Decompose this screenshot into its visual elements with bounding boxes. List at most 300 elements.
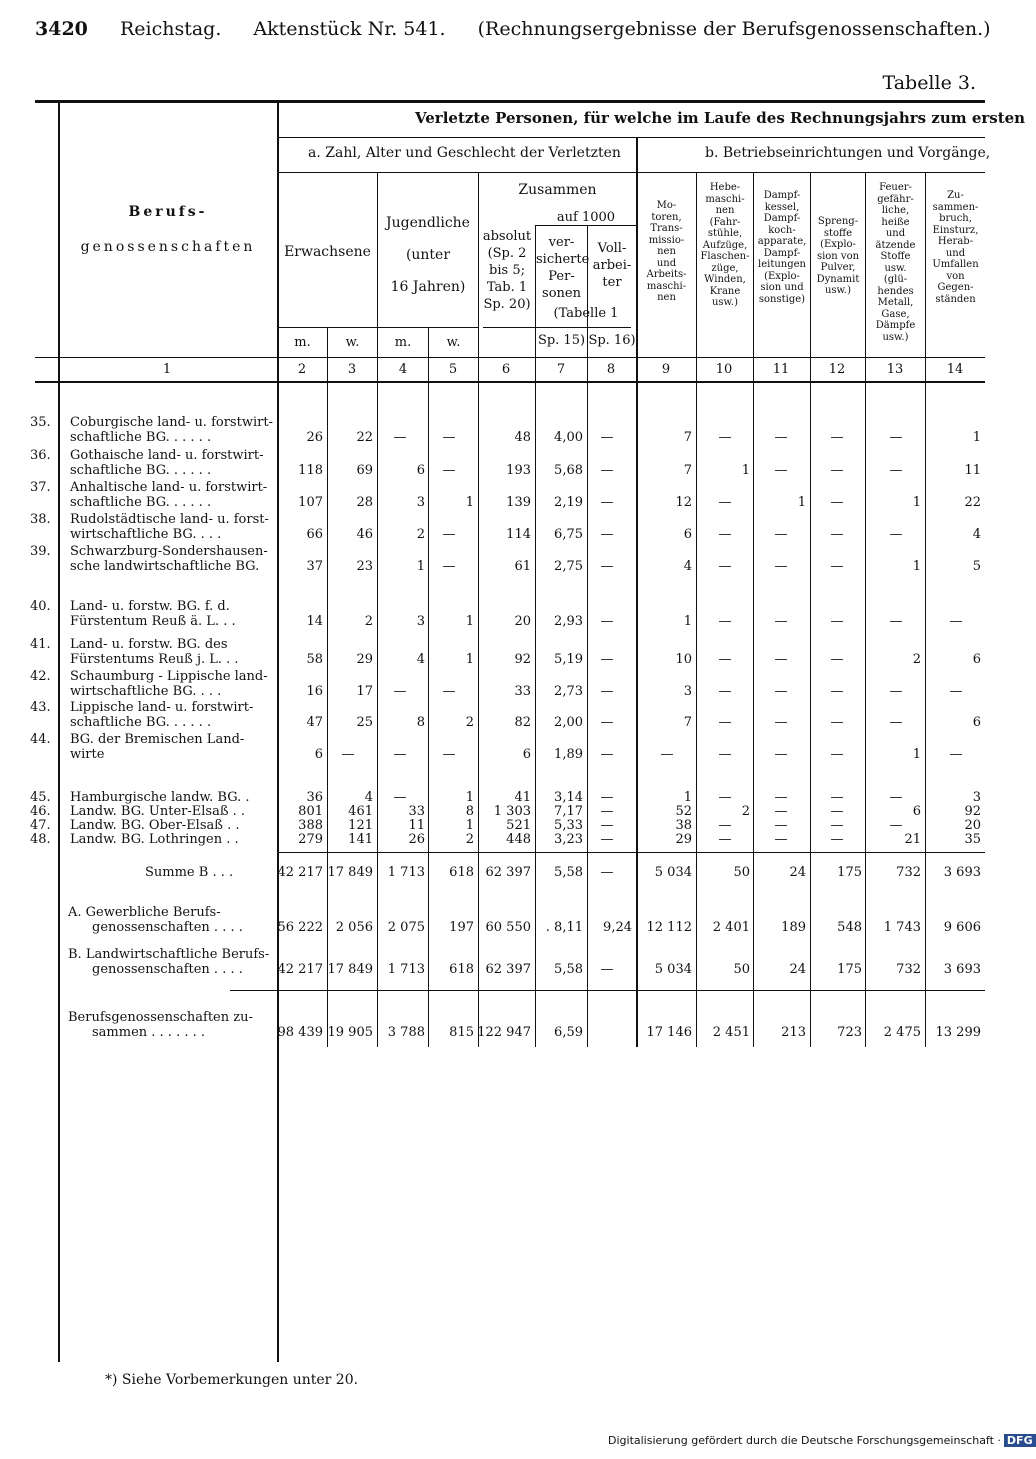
- table-cell: 60 550: [485, 920, 531, 935]
- table-cell: 56 222: [277, 920, 323, 935]
- table-cell: 21: [904, 832, 921, 847]
- row-label: schaftliche BG. . . . . .: [70, 430, 212, 445]
- col-number: 4: [398, 362, 408, 377]
- row-label: Anhaltische land- u. forstwirt-: [70, 480, 268, 495]
- c10-l10: Krane: [709, 285, 741, 297]
- table-cell: 6: [416, 463, 425, 478]
- c13-l13: Dämpfe: [875, 320, 916, 331]
- table-cell: 548: [837, 920, 862, 935]
- c13-l6: ätzende: [875, 239, 916, 251]
- table-cell: —: [600, 818, 614, 833]
- c10-l3: nen: [715, 205, 735, 216]
- table-cell: —: [774, 527, 788, 542]
- table-cell: —: [949, 747, 963, 762]
- versicherte-header: [536, 234, 590, 302]
- table-cell: 9 606: [943, 920, 981, 935]
- table-cell: 4,00: [554, 430, 583, 445]
- table-cell: 521: [506, 818, 531, 833]
- table-cell: 2 475: [883, 1025, 921, 1040]
- vline-names: [277, 100, 279, 1362]
- row-label: Fürstentum Reuß ä. L. . .: [70, 614, 236, 629]
- table-cell: —: [718, 747, 732, 762]
- table-cell: 189: [781, 920, 806, 935]
- table-cell: 6,75: [554, 527, 583, 542]
- table-cell: —: [830, 832, 844, 847]
- versicherte-l4: sonen: [542, 286, 581, 301]
- c13-l12: Gase,: [881, 308, 910, 320]
- table-cell: 2 451: [712, 1025, 750, 1040]
- row-label: Coburgische land- u. forstwirt-: [70, 415, 273, 430]
- table-cell: —: [774, 430, 788, 445]
- table-cell: —: [830, 804, 844, 819]
- absolut-l2: (Sp. 2: [487, 246, 527, 261]
- table-cell: 4: [364, 790, 373, 805]
- versicherte-l1: ver-: [548, 235, 575, 250]
- c13-l10: hendes: [877, 285, 914, 297]
- table-cell: 6: [683, 527, 692, 542]
- table-cell: —: [718, 684, 732, 699]
- table-cell: 24: [789, 865, 806, 880]
- row-label: schaftliche BG. . . . . .: [70, 463, 212, 478]
- table-cell: 16: [306, 684, 323, 699]
- col-number: 10: [715, 362, 733, 377]
- c13-l5: und: [885, 228, 906, 239]
- col-number: 7: [556, 362, 566, 377]
- rule-above-summe: [278, 852, 985, 853]
- table-cell: 37: [306, 559, 323, 574]
- versicherte-l2: sicherte: [536, 252, 590, 267]
- table-cell: 2: [465, 832, 474, 847]
- c14-l5: Herab-: [937, 236, 974, 247]
- table-cell: 1 743: [883, 920, 921, 935]
- c11-l5: apparate,: [757, 236, 807, 247]
- table-cell: 11: [964, 463, 981, 478]
- table-cell: 1: [741, 463, 750, 478]
- table-cell: 2: [416, 527, 425, 542]
- c10-header: [697, 182, 753, 309]
- col-number: 1: [162, 362, 172, 377]
- table-cell: —: [830, 559, 844, 574]
- row-label: Rudolstädtische land- u. forst-: [70, 512, 269, 527]
- table-cell: —: [830, 790, 844, 805]
- vollarbeiter-l1: Voll-: [597, 241, 627, 256]
- table-cell: —: [600, 430, 614, 445]
- row-label: A. Gewerbliche Berufs-: [68, 905, 221, 920]
- c11-l7: leitungen: [758, 259, 806, 270]
- row-number: 42.: [30, 669, 51, 684]
- table-cell: 17 849: [327, 962, 373, 977]
- col-number: 3: [347, 362, 357, 377]
- rule-above-col-numbers: [35, 357, 985, 358]
- table-cell: 1: [465, 652, 474, 667]
- table-cell: 3 788: [387, 1025, 425, 1040]
- table-cell: 121: [348, 818, 373, 833]
- row-label: Schaumburg - Lippische land-: [70, 669, 268, 684]
- table-cell: 3: [416, 614, 425, 629]
- table-cell: —: [718, 652, 732, 667]
- table-cell: 17 849: [327, 865, 373, 880]
- table-cell: 11: [408, 818, 425, 833]
- table-cell: 8: [416, 715, 425, 730]
- c9-l9: nen: [657, 292, 676, 303]
- table-cell: —: [600, 614, 614, 629]
- c10-l8: züge,: [711, 262, 739, 274]
- row-number: 39.: [30, 544, 51, 559]
- table-cell: —: [718, 818, 732, 833]
- table-cell: 1: [797, 495, 806, 510]
- row-label: Landw. BG. Unter-Elsaß . .: [70, 804, 246, 819]
- main-title: Verletzte Personen, für welche im Laufe des Rechnungsjahrs zum ersten: [415, 109, 1026, 127]
- table-cell: 8: [465, 804, 474, 819]
- table-cell: 28: [356, 495, 373, 510]
- group-a-title: a. Zahl, Alter und Geschlecht der Verletzten: [308, 145, 621, 161]
- c13-l4: heiße: [881, 216, 910, 228]
- row-label: sammen . . . . . . .: [92, 1025, 205, 1040]
- c14-l7: Umfallen: [932, 259, 979, 270]
- row-label: Summe B . . .: [145, 865, 234, 880]
- c9-l1: Mo-: [656, 200, 677, 211]
- table-cell: 20: [514, 614, 531, 629]
- rule-below-col-numbers: [35, 381, 985, 383]
- rule-under-auf1000: [535, 225, 636, 226]
- c14-l3: bruch,: [939, 213, 972, 224]
- c12-l5: Pulver,: [820, 262, 856, 273]
- table-cell: 6: [522, 747, 531, 762]
- sp15-header: Sp. 15): [537, 333, 586, 348]
- table-cell: 388: [298, 818, 323, 833]
- row-label: Schwarzburg-Sondershausen-: [70, 544, 268, 559]
- c11-l2: kessel,: [764, 201, 800, 213]
- row-number: 47.: [30, 818, 51, 833]
- c13-l14: usw.): [882, 331, 909, 343]
- table-cell: —: [718, 527, 732, 542]
- table-cell: 7,17: [554, 804, 583, 819]
- row-label: B. Landwirtschaftliche Berufs-: [68, 947, 270, 962]
- absolut-l4: Tab. 1: [486, 280, 528, 295]
- row-label: Lippische land- u. forstwirt-: [70, 700, 254, 715]
- table-cell: 618: [449, 865, 474, 880]
- col-number: 13: [886, 362, 904, 377]
- row-label: Landw. BG. Ober-Elsaß . .: [70, 818, 240, 833]
- row-number: 45.: [30, 790, 51, 805]
- row-number: 43.: [30, 700, 51, 715]
- row-label: Gothaische land- u. forstwirt-: [70, 448, 264, 463]
- table-cell: 35: [964, 832, 981, 847]
- table-cell: 2: [364, 614, 373, 629]
- table-cell: 13 299: [935, 1025, 981, 1040]
- table-cell: . 8,11: [545, 920, 583, 935]
- table-cell: —: [600, 559, 614, 574]
- table-cell: 1 303: [493, 804, 531, 819]
- c11-l8: (Explo-: [764, 270, 800, 282]
- row-number: 38.: [30, 512, 51, 527]
- table-cell: 1: [465, 790, 474, 805]
- table-cell: —: [600, 747, 614, 762]
- table-cell: 82: [514, 715, 531, 730]
- row-label: BG. der Bremischen Land-: [70, 732, 245, 747]
- table-cell: 3: [972, 790, 981, 805]
- c11-l1: Dampf-: [763, 190, 801, 201]
- table-label: Tabelle 3.: [882, 72, 976, 94]
- row-number: 48.: [30, 832, 51, 847]
- c11-l3: Dampf-: [763, 213, 801, 224]
- digitization-credit: [608, 1434, 1036, 1447]
- table-cell: —: [774, 463, 788, 478]
- c14-l4: Einsturz,: [932, 224, 979, 236]
- table-cell: 3 693: [943, 962, 981, 977]
- table-cell: 47: [306, 715, 323, 730]
- row-label: schaftliche BG. . . . . .: [70, 715, 212, 730]
- table-cell: 107: [298, 495, 323, 510]
- row-number: 41.: [30, 637, 51, 652]
- c13-l11: Metall,: [877, 297, 914, 308]
- table-cell: 98 439: [277, 1025, 323, 1040]
- col-number: 5: [448, 362, 458, 377]
- c9-header: [637, 200, 696, 304]
- table-cell: 122 947: [477, 1025, 531, 1040]
- table-cell: 14: [306, 614, 323, 629]
- table-cell: —: [442, 463, 456, 478]
- c11-l6: Dampf-: [763, 247, 801, 259]
- vline-c3: [377, 172, 378, 1047]
- row-label: Fürstentums Reuß j. L. . .: [70, 652, 239, 667]
- table-cell: 5,33: [554, 818, 583, 833]
- c10-l6: Aufzüge,: [702, 239, 748, 251]
- c9-l7: Arbeits-: [646, 269, 687, 280]
- table-cell: 801: [298, 804, 323, 819]
- c9-l3: Trans-: [650, 223, 683, 234]
- table-cell: —: [774, 747, 788, 762]
- table-cell: 5,68: [554, 463, 583, 478]
- table-cell: 618: [449, 962, 474, 977]
- table-cell: 6: [912, 804, 921, 819]
- table-cell: 448: [506, 832, 531, 847]
- table-cell: —: [393, 747, 407, 762]
- table-cell: 6: [972, 652, 981, 667]
- table-cell: 29: [675, 832, 692, 847]
- table-cell: 29: [356, 652, 373, 667]
- table-cell: —: [889, 463, 903, 478]
- table-cell: —: [442, 430, 456, 445]
- c10-l7: Flaschen-: [700, 251, 750, 262]
- table-cell: —: [600, 804, 614, 819]
- table-cell: —: [341, 747, 355, 762]
- table-cell: —: [830, 684, 844, 699]
- col-number: 2: [297, 362, 307, 377]
- document-number: Aktenstück Nr. 541.: [253, 18, 446, 40]
- table-cell: 2 075: [387, 920, 425, 935]
- versicherte-l3: Per-: [548, 269, 575, 284]
- w-header-1: w.: [345, 335, 360, 350]
- table-cell: 2: [741, 804, 750, 819]
- table-cell: 5,58: [554, 962, 583, 977]
- table-cell: 5,58: [554, 865, 583, 880]
- row-label: Landw. BG. Lothringen . .: [70, 832, 239, 847]
- c9-l5: nen: [657, 246, 676, 257]
- c11-l10: sonstige): [758, 293, 806, 305]
- table-cell: —: [660, 747, 674, 762]
- row-label: genossenschaften . . . .: [92, 920, 243, 935]
- row-label: Hamburgische landw. BG. .: [70, 790, 250, 805]
- sp16-header: Sp. 16): [588, 333, 636, 348]
- table-cell: 1: [912, 559, 921, 574]
- c10-l2: maschi-: [705, 193, 745, 205]
- table-cell: 1: [683, 790, 692, 805]
- table-cell: 1: [972, 430, 981, 445]
- table-cell: 58: [306, 652, 323, 667]
- table-cell: 4: [972, 527, 981, 542]
- table-cell: —: [830, 715, 844, 730]
- table-cell: 66: [306, 527, 323, 542]
- table-cell: 4: [683, 559, 692, 574]
- table-cell: 732: [896, 962, 921, 977]
- table-cell: 26: [306, 430, 323, 445]
- table-cell: 92: [514, 652, 531, 667]
- c11-header: [754, 190, 810, 305]
- table-cell: —: [889, 715, 903, 730]
- table-cell: 62 397: [485, 962, 531, 977]
- table-cell: —: [889, 430, 903, 445]
- table-cell: 1: [683, 614, 692, 629]
- table-cell: 2,73: [554, 684, 583, 699]
- table-cell: —: [830, 652, 844, 667]
- table-cell: 69: [356, 463, 373, 478]
- row-number: 36.: [30, 448, 51, 463]
- table-cell: 17 146: [646, 1025, 692, 1040]
- absolut-l1: absolut: [482, 229, 532, 244]
- table-cell: —: [442, 527, 456, 542]
- table-cell: 2,19: [554, 495, 583, 510]
- c12-l7: usw.): [824, 285, 852, 296]
- table-cell: 23: [356, 559, 373, 574]
- col1-title-line2: genossenschaften: [80, 239, 256, 255]
- table-cell: 26: [408, 832, 425, 847]
- row-number: 40.: [30, 599, 51, 614]
- row-label: Land- u. forstw. BG. des: [70, 637, 228, 652]
- table-cell: —: [600, 832, 614, 847]
- table-cell: 22: [356, 430, 373, 445]
- table-cell: 2: [912, 652, 921, 667]
- table-cell: —: [889, 818, 903, 833]
- table-cell: —: [600, 962, 614, 977]
- table-cell: 42 217: [277, 962, 323, 977]
- table-cell: —: [600, 495, 614, 510]
- c12-l6: Dynamit: [816, 273, 860, 285]
- c9-l6: und: [656, 257, 677, 269]
- c14-l1: Zu-: [947, 190, 964, 201]
- table-cell: 48: [514, 430, 531, 445]
- c9-l2: toren,: [651, 211, 682, 223]
- table-cell: —: [393, 790, 407, 805]
- row-number: 37.: [30, 480, 51, 495]
- c13-l8: usw.: [884, 262, 907, 274]
- col1-title-line1: Berufs-: [128, 204, 208, 220]
- table-cell: —: [830, 818, 844, 833]
- table-cell: 10: [675, 652, 692, 667]
- c13-l2: gefähr-: [877, 193, 914, 205]
- footnote: *) Siehe Vorbemerkungen unter 20.: [105, 1372, 359, 1388]
- vline-c11: [810, 172, 811, 1047]
- row-label: wirtschaftliche BG. . . .: [70, 527, 222, 542]
- table-cell: 139: [506, 495, 531, 510]
- rule-above-mw: [278, 327, 478, 328]
- jugendliche-16: 16 Jahren): [390, 279, 466, 295]
- col-number: 14: [946, 362, 964, 377]
- table-cell: 3,14: [554, 790, 583, 805]
- table-cell: —: [774, 715, 788, 730]
- c13-header: [866, 182, 925, 343]
- group-b-title: b. Betriebseinrichtungen und Vorgänge,: [705, 145, 991, 161]
- table-cell: 5: [972, 559, 981, 574]
- table-cell: 33: [514, 684, 531, 699]
- m-header-1: m.: [294, 335, 311, 350]
- table-cell: 9,24: [603, 920, 632, 935]
- row-number: 44.: [30, 732, 51, 747]
- table-cell: 7: [683, 463, 692, 478]
- table-cell: —: [600, 684, 614, 699]
- table-cell: —: [774, 790, 788, 805]
- table-cell: 1: [465, 614, 474, 629]
- table-cell: 33: [408, 804, 425, 819]
- row-label: Land- u. forstw. BG. f. d.: [70, 599, 230, 614]
- table-cell: —: [600, 463, 614, 478]
- c10-l5: stühle,: [707, 228, 743, 239]
- c13-l7: Stoffe: [880, 251, 911, 262]
- table-cell: 41: [514, 790, 531, 805]
- table-cell: 197: [449, 920, 474, 935]
- table-cell: —: [774, 614, 788, 629]
- table-cell: 114: [506, 527, 531, 542]
- dfg-logo: DFG: [1004, 1434, 1036, 1447]
- table-cell: 1 713: [387, 962, 425, 977]
- table-cell: 3: [416, 495, 425, 510]
- table-cell: 20: [964, 818, 981, 833]
- document-subject: (Rechnungsergebnisse der Berufsgenossenschaften.): [477, 18, 991, 40]
- table-cell: 22: [964, 495, 981, 510]
- auf1000-header: auf 1000: [556, 210, 616, 225]
- row-label: wirte: [70, 747, 105, 762]
- table-cell: 17: [356, 684, 373, 699]
- table-cell: 7: [683, 430, 692, 445]
- table-cell: 5,19: [554, 652, 583, 667]
- c14-l10: ständen: [935, 293, 976, 305]
- table-cell: 2,00: [554, 715, 583, 730]
- table-cell: 2 056: [335, 920, 373, 935]
- table-cell: —: [774, 818, 788, 833]
- c14-l8: von: [946, 270, 965, 282]
- table-cell: —: [718, 430, 732, 445]
- vollarbeiter-l3: ter: [602, 275, 622, 290]
- table-cell: —: [830, 527, 844, 542]
- c9-l8: maschi-: [646, 280, 687, 292]
- tabelle1-header: (Tabelle 1: [553, 306, 619, 321]
- table-cell: 193: [506, 463, 531, 478]
- table-cell: —: [393, 430, 407, 445]
- c12-l1: Spreng-: [817, 216, 859, 227]
- table-cell: 1: [465, 495, 474, 510]
- table-cell: —: [949, 684, 963, 699]
- table-cell: —: [830, 463, 844, 478]
- table-cell: 6,59: [554, 1025, 583, 1040]
- table-cell: —: [830, 495, 844, 510]
- table-cell: 175: [837, 865, 862, 880]
- w-header-2: w.: [446, 335, 461, 350]
- table-cell: 25: [356, 715, 373, 730]
- table-cell: 24: [789, 962, 806, 977]
- table-cell: —: [393, 684, 407, 699]
- table-cell: 2: [465, 715, 474, 730]
- table-cell: 2,75: [554, 559, 583, 574]
